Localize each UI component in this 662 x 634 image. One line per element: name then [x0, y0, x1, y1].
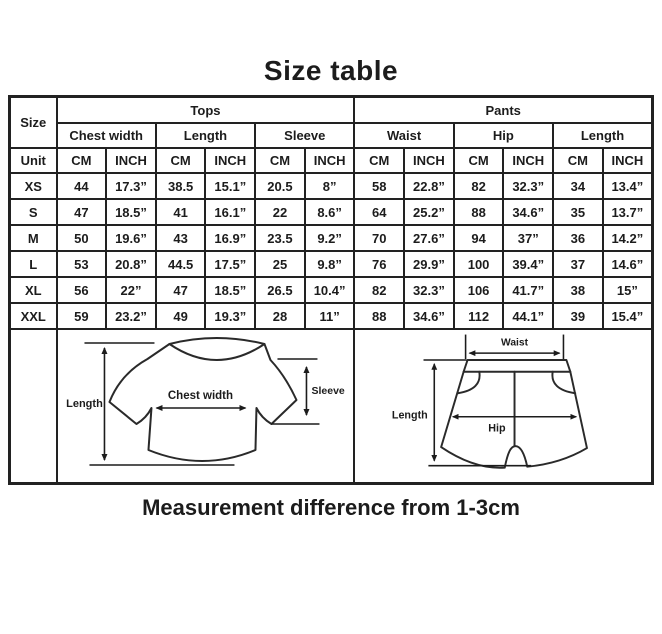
- table-cell: 17.3”: [106, 173, 156, 199]
- unit-inch-cell: INCH: [603, 148, 653, 173]
- table-cell: 8.6”: [305, 199, 355, 225]
- page-title: Size table: [263, 55, 399, 86]
- table-cell: 36: [553, 225, 603, 251]
- subheader-pants-length: Length: [553, 123, 652, 148]
- table-cell: 39.4”: [503, 251, 553, 277]
- table-cell: 37: [553, 251, 603, 277]
- table-cell: 19.6”: [106, 225, 156, 251]
- table-cell: 22: [255, 199, 305, 225]
- diagram-row: [10, 329, 653, 484]
- table-cell: 15.4”: [603, 303, 653, 329]
- table-cell: 29.9”: [404, 251, 454, 277]
- size-label-cell: XS: [10, 173, 57, 199]
- table-cell: 56: [57, 277, 107, 303]
- table-cell: 53: [57, 251, 107, 277]
- subheader-chest-width: Chest width: [57, 123, 156, 148]
- table-cell: 20.8”: [106, 251, 156, 277]
- group-header-pants: Pants: [354, 97, 652, 124]
- table-cell: 16.1”: [205, 199, 255, 225]
- table-cell: 88: [354, 303, 404, 329]
- table-cell: 44.5: [156, 251, 206, 277]
- table-cell: 41.7”: [503, 277, 553, 303]
- table-cell: 34.6”: [503, 199, 553, 225]
- unit-cm-cell: CM: [553, 148, 603, 173]
- unit-inch-cell: INCH: [404, 148, 454, 173]
- shorts-waist-label: Waist: [501, 337, 529, 349]
- table-cell: 58: [354, 173, 404, 199]
- empty-size-cell: [10, 329, 57, 484]
- size-label-cell: XL: [10, 277, 57, 303]
- table-cell: 32.3”: [404, 277, 454, 303]
- unit-cm-cell: CM: [454, 148, 504, 173]
- table-cell: 26.5: [255, 277, 305, 303]
- tshirt-diagram-cell: [57, 329, 355, 484]
- tshirt-length-label: Length: [65, 398, 103, 410]
- table-cell: 47: [57, 199, 107, 225]
- table-cell: 25: [255, 251, 305, 277]
- tshirt-sleeve-label: Sleeve: [310, 385, 345, 397]
- unit-label-cell: Unit: [10, 148, 57, 173]
- table-cell: 38: [553, 277, 603, 303]
- shorts-length-label: Length: [392, 409, 429, 422]
- table-cell: 16.9”: [205, 225, 255, 251]
- footer-note: Measurement difference from 1-3cm: [142, 495, 520, 520]
- table-cell: 59: [57, 303, 107, 329]
- table-cell: 32.3”: [503, 173, 553, 199]
- table-cell: 22.8”: [404, 173, 454, 199]
- table-cell: 23.2”: [106, 303, 156, 329]
- table-cell: 82: [354, 277, 404, 303]
- table-cell: 14.2”: [603, 225, 653, 251]
- table-cell: 13.4”: [603, 173, 653, 199]
- unit-row: [10, 148, 653, 173]
- size-table: [8, 95, 654, 485]
- shorts-diagram: [355, 330, 651, 482]
- table-cell: 23.5: [255, 225, 305, 251]
- table-row-xl: [10, 277, 653, 303]
- table-cell: 37”: [503, 225, 553, 251]
- group-header-tops: Tops: [57, 97, 355, 124]
- size-corner-cell: Size: [10, 97, 57, 149]
- table-row-xs: [10, 173, 653, 199]
- table-cell: 9.2”: [305, 225, 355, 251]
- subheader-row: [10, 123, 653, 148]
- unit-cm-cell: CM: [354, 148, 404, 173]
- table-cell: 18.5”: [106, 199, 156, 225]
- shorts-hip-label: Hip: [488, 422, 507, 435]
- table-cell: 25.2”: [404, 199, 454, 225]
- table-cell: 34.6”: [404, 303, 454, 329]
- table-cell: 39: [553, 303, 603, 329]
- table-cell: 34: [553, 173, 603, 199]
- table-cell: 11”: [305, 303, 355, 329]
- table-cell: 64: [354, 199, 404, 225]
- table-cell: 100: [454, 251, 504, 277]
- table-cell: 76: [354, 251, 404, 277]
- table-row-xxl: [10, 303, 653, 329]
- table-cell: 50: [57, 225, 107, 251]
- table-cell: 14.6”: [603, 251, 653, 277]
- table-row-s: [10, 199, 653, 225]
- table-cell: 44.1”: [503, 303, 553, 329]
- table-cell: 15.1”: [205, 173, 255, 199]
- table-cell: 82: [454, 173, 504, 199]
- shorts-waistband: [464, 360, 571, 372]
- table-cell: 70: [354, 225, 404, 251]
- subheader-sleeve: Sleeve: [255, 123, 354, 148]
- table-cell: 18.5”: [205, 277, 255, 303]
- table-row-l: [10, 251, 653, 277]
- unit-cm-cell: CM: [57, 148, 107, 173]
- unit-inch-cell: INCH: [205, 148, 255, 173]
- table-cell: 28: [255, 303, 305, 329]
- table-cell: 17.5”: [205, 251, 255, 277]
- table-cell: 22”: [106, 277, 156, 303]
- table-cell: 38.5: [156, 173, 206, 199]
- table-cell: 10.4”: [305, 277, 355, 303]
- table-cell: 35: [553, 199, 603, 225]
- table-cell: 112: [454, 303, 504, 329]
- unit-inch-cell: INCH: [503, 148, 553, 173]
- shorts-diagram-cell: [354, 329, 652, 484]
- table-cell: 43: [156, 225, 206, 251]
- table-row-m: [10, 225, 653, 251]
- table-cell: 8”: [305, 173, 355, 199]
- unit-cm-cell: CM: [255, 148, 305, 173]
- size-label-cell: L: [10, 251, 57, 277]
- table-cell: 41: [156, 199, 206, 225]
- tshirt-neckline: [169, 344, 264, 360]
- size-label-cell: M: [10, 225, 57, 251]
- table-cell: 94: [454, 225, 504, 251]
- size-label-cell: XXL: [10, 303, 57, 329]
- tshirt-diagram: [58, 330, 354, 482]
- table-cell: 44: [57, 173, 107, 199]
- table-cell: 13.7”: [603, 199, 653, 225]
- table-cell: 9.8”: [305, 251, 355, 277]
- unit-cm-cell: CM: [156, 148, 206, 173]
- tshirt-chest-label: Chest width: [167, 390, 233, 402]
- table-cell: 27.6”: [404, 225, 454, 251]
- size-label-cell: S: [10, 199, 57, 225]
- table-cell: 20.5: [255, 173, 305, 199]
- table-cell: 19.3”: [205, 303, 255, 329]
- subheader-waist: Waist: [354, 123, 453, 148]
- table-cell: 106: [454, 277, 504, 303]
- unit-inch-cell: INCH: [106, 148, 156, 173]
- table-cell: 47: [156, 277, 206, 303]
- group-header-row: [10, 97, 653, 124]
- table-cell: 15”: [603, 277, 653, 303]
- subheader-tops-length: Length: [156, 123, 255, 148]
- table-cell: 88: [454, 199, 504, 225]
- table-cell: 49: [156, 303, 206, 329]
- unit-inch-cell: INCH: [305, 148, 355, 173]
- subheader-hip: Hip: [454, 123, 553, 148]
